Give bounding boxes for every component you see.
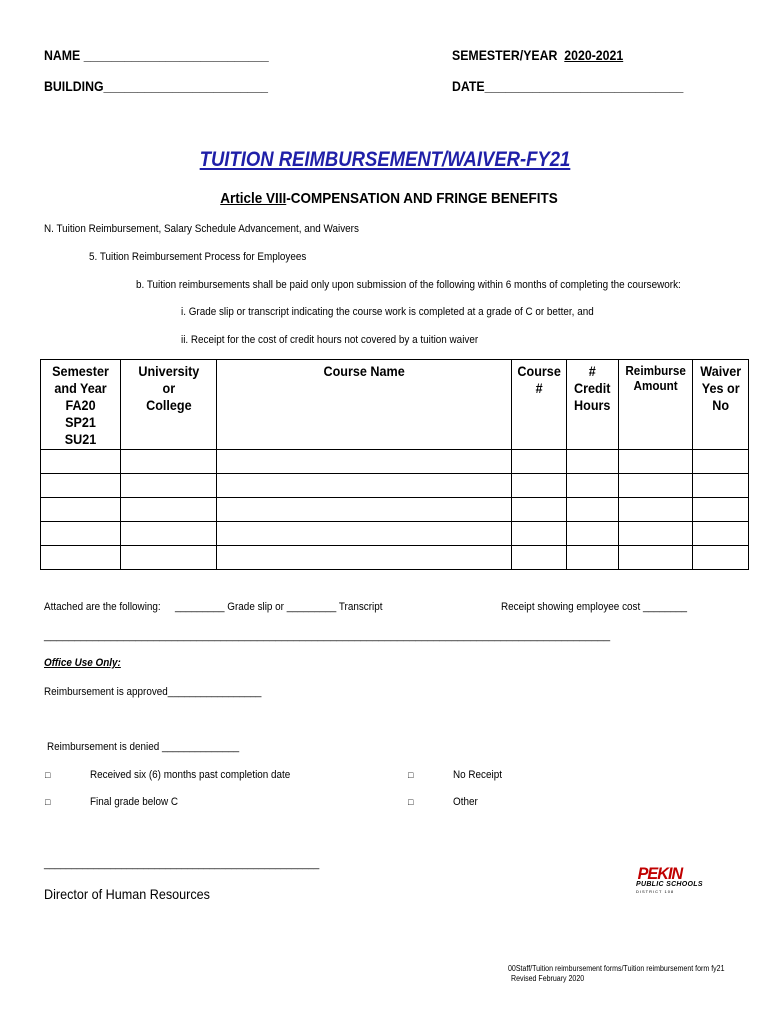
table-row: [41, 522, 749, 546]
table-cell[interactable]: [693, 498, 749, 522]
table-cell[interactable]: [693, 474, 749, 498]
table-cell[interactable]: [512, 546, 567, 570]
header-course-name: Course Name: [217, 360, 512, 450]
attached-receipt[interactable]: Receipt showing employee cost ________: [501, 601, 688, 613]
table-cell[interactable]: [567, 474, 619, 498]
table-cell[interactable]: [512, 522, 567, 546]
table-cell[interactable]: [619, 498, 693, 522]
section-b: b. Tuition reimbursements shall be paid only upon submission of the following within 6 months of completing the coursework:: [136, 279, 681, 291]
checkbox-other[interactable]: □: [408, 797, 414, 807]
table-row: [41, 450, 749, 474]
table-cell[interactable]: [693, 546, 749, 570]
header-waiver: Waiver Yes or No: [693, 360, 749, 450]
semester-year-value[interactable]: 2020-2021: [564, 47, 624, 63]
logo-line2: PUBLIC SCHOOLS: [636, 881, 703, 888]
table-cell[interactable]: [619, 522, 693, 546]
section-ii: ii. Receipt for the cost of credit hours not covered by a tuition waiver: [181, 334, 479, 346]
table-cell[interactable]: [41, 498, 121, 522]
table-cell[interactable]: [121, 450, 217, 474]
form-subtitle: [39, 190, 739, 207]
table-cell[interactable]: [567, 450, 619, 474]
header-credit-hours: # Credit Hours: [567, 360, 619, 450]
option-other-label: Other: [453, 796, 478, 808]
logo-name: PEKIN: [637, 864, 683, 883]
table-cell[interactable]: [121, 474, 217, 498]
coursework-table: [40, 359, 749, 570]
table-cell[interactable]: [619, 474, 693, 498]
table-cell[interactable]: [41, 546, 121, 570]
header-semester: Semester and Year FA20 SP21 SU21: [41, 360, 121, 450]
divider-line: _____________________________________________________________________________________________: [44, 630, 611, 642]
attached-grade-transcript[interactable]: _________ Grade slip or _________ Transcript: [175, 601, 383, 613]
article-label: Article VIII: [220, 190, 287, 207]
checkbox-late[interactable]: □: [45, 770, 51, 780]
section-5: 5. Tuition Reimbursement Process for Employees: [89, 251, 307, 263]
table-cell[interactable]: [619, 546, 693, 570]
table-cell[interactable]: [217, 474, 512, 498]
header-course-number: Course #: [512, 360, 567, 450]
table-cell[interactable]: [217, 522, 512, 546]
table-cell[interactable]: [121, 522, 217, 546]
table-cell[interactable]: [41, 522, 121, 546]
office-use-label: Office Use Only:: [44, 657, 121, 669]
denied-field[interactable]: Reimbursement is denied ______________: [47, 741, 240, 753]
table-cell[interactable]: [512, 498, 567, 522]
table-cell[interactable]: [121, 546, 217, 570]
section-n: N. Tuition Reimbursement, Salary Schedule Advancement, and Waivers: [44, 223, 359, 235]
checkbox-no-receipt[interactable]: □: [408, 770, 414, 780]
table-cell[interactable]: [512, 474, 567, 498]
table-cell[interactable]: [217, 450, 512, 474]
signature-label: Director of Human Resources: [44, 886, 210, 902]
table-cell[interactable]: [41, 450, 121, 474]
subtitle-rest: -COMPENSATION AND FRINGE BENEFITS: [286, 190, 558, 207]
name-field[interactable]: NAME ___________________________: [44, 47, 269, 63]
table-cell[interactable]: [619, 450, 693, 474]
table-cell[interactable]: [567, 498, 619, 522]
table-cell[interactable]: [41, 474, 121, 498]
table-cell[interactable]: [693, 450, 749, 474]
header-university: University or College: [121, 360, 217, 450]
approved-field[interactable]: Reimbursement is approved_________________: [44, 686, 262, 698]
logo-line3: DISTRICT 108: [636, 889, 675, 894]
pekin-logo: [636, 864, 703, 894]
header-reimburse-amount: Reimburse Amount: [619, 360, 693, 450]
footer-revised: Revised February 2020: [511, 974, 585, 983]
table-row: [41, 474, 749, 498]
table-cell[interactable]: [217, 546, 512, 570]
option-no-receipt-label: No Receipt: [453, 769, 502, 781]
signature-line[interactable]: __________________________________________________: [44, 858, 320, 870]
table-row: [41, 498, 749, 522]
option-late-label: Received six (6) months past completion date: [90, 769, 291, 781]
table-cell[interactable]: [693, 522, 749, 546]
semester-year-field: [452, 47, 623, 63]
semester-year-label: SEMESTER/YEAR: [452, 47, 558, 63]
form-title: TUITION REIMBURSEMENT/WAIVER-FY21: [199, 148, 571, 171]
table-cell[interactable]: [512, 450, 567, 474]
option-grade-label: Final grade below C: [90, 796, 179, 808]
date-field[interactable]: DATE_____________________________: [452, 78, 684, 94]
table-cell[interactable]: [567, 522, 619, 546]
section-i: i. Grade slip or transcript indicating the course work is completed at a grade of C or better, and: [181, 306, 594, 318]
table-cell[interactable]: [567, 546, 619, 570]
table-row: [41, 546, 749, 570]
footer-path: 00Staff/Tuition reimbursement forms/Tuition reimbursement form fy21: [508, 964, 725, 973]
table-cell[interactable]: [121, 498, 217, 522]
table-cell[interactable]: [217, 498, 512, 522]
checkbox-grade[interactable]: □: [45, 797, 51, 807]
attached-label: Attached are the following:: [44, 601, 161, 613]
building-field[interactable]: BUILDING________________________: [44, 78, 268, 94]
